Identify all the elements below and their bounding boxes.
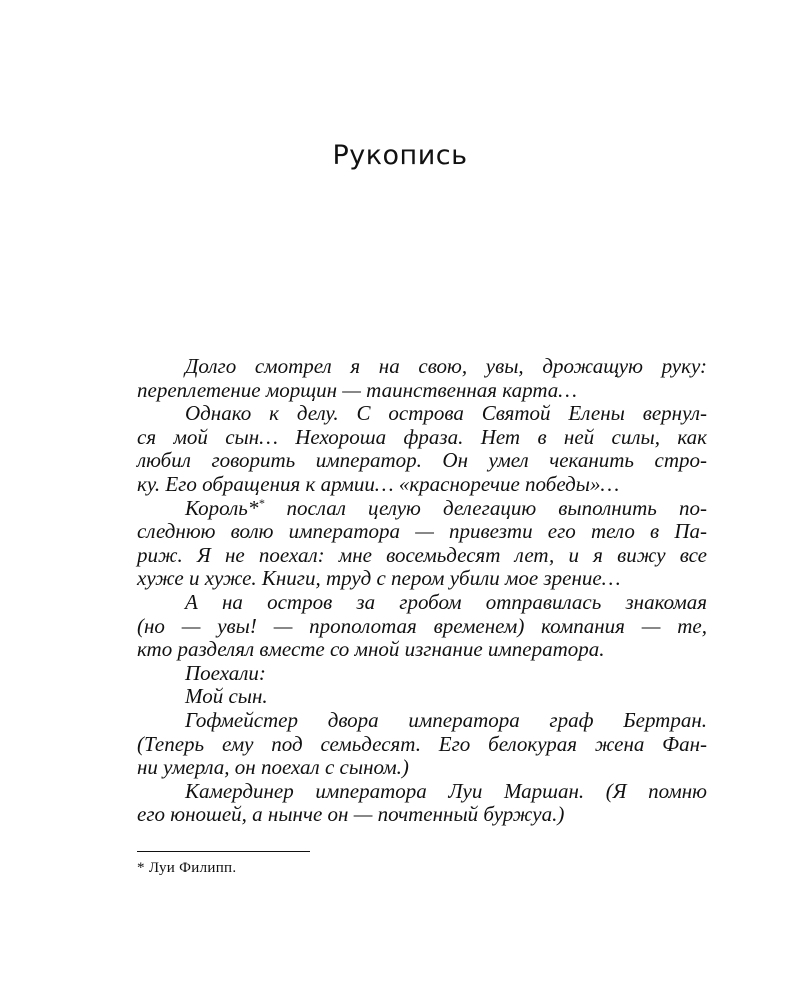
footnote-marker: * [258,495,265,510]
body-text [137,355,707,827]
text-line: А на остров за гробом отправилась знакомая [185,589,707,614]
page-title: Рукопись [332,140,468,171]
text-fragment: послал целую делегацию выполнить по- [264,495,707,520]
text-line: любил говорить император. Он умел чеканить стро- [137,448,707,473]
text-line: Поехали: [185,660,266,685]
text-line: ку. Его обращения к армии… «красноречие победы»… [137,471,620,496]
footnote: * Луи Филипп. [137,860,237,876]
text-line: ся мой сын… Нехороша фраза. Нет в ней силы, как [137,424,707,449]
text-line: риж. Я не поехал: мне восемьдесят лет, и я вижу все [137,542,707,567]
footnote-divider [137,851,310,852]
text-line: Мой сын. [185,684,268,709]
text-line: Гофмейстер двора императора граф Бертран. [185,707,707,732]
text-line: переплетение морщин — таинственная карта… [137,377,577,402]
text-line: Долго смотрел я на свою, увы, дрожащую руку: [185,354,707,378]
text-line: (Теперь ему под семьдесят. Его белокурая жена Фан- [137,731,707,756]
text-line: ни умерла, он поехал с сыном.) [137,755,409,780]
text-line: (но — увы! — прополотая временем) компания — те, [137,613,707,638]
text-line: его юношей, а нынче он — почтенный буржуа.) [137,802,565,827]
text-fragment: Король* [185,495,259,520]
text-line: Камердинер императора Луи Маршан. (Я помню [185,778,707,803]
text-line: хуже и хуже. Книги, труд с пером убили мое зрение… [137,566,621,591]
text-line: Однако к делу. С острова Святой Елены вернул- [185,401,707,426]
text-line: кто разделял вместе со мной изгнание императора. [137,637,605,662]
text-line-with-footnote [137,497,707,521]
text-line: следнюю волю императора — привезти его тело в Па- [137,519,707,544]
